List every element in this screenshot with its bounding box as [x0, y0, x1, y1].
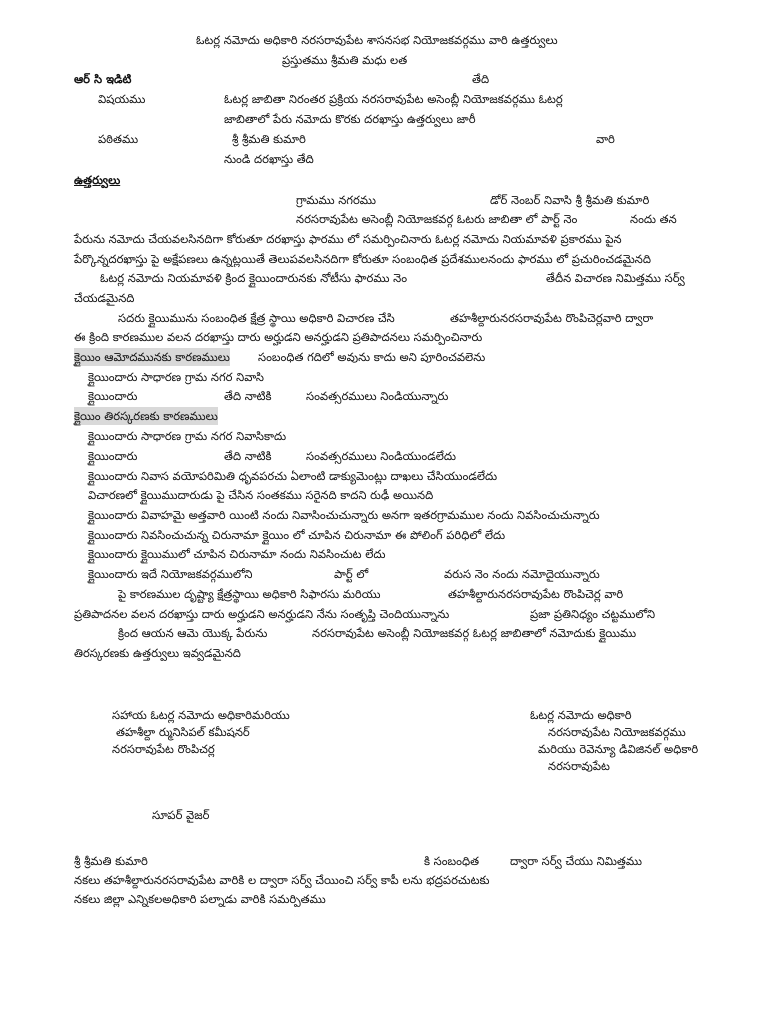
subject-label: విషయము [98, 92, 146, 106]
acceptance-item-1: క్లైయిందారు సాధారణ గ్రామ నగర నివాసి [88, 370, 264, 384]
signature-left-3: నరసరావుపేట రొంపిచర్ల [112, 742, 215, 756]
footer-line-2: నకలు తహశీల్దారునరసరావుపేట వారికి ల ద్వారా సర్వ్ చేయించి సర్వ్ కాపీ లను భద్రపరచుటకు [74, 873, 490, 887]
body-p1-line-6: చేయడమైనది [74, 291, 135, 305]
rejection-item-8-c: వరుస నెం నందు నమోదైయున్నారు [444, 567, 600, 581]
conclusion-line-1-b: తహశీల్దారునరసరావుపేట రొంపిచెర్ల వారి [448, 587, 624, 601]
body-p2-line-1: సదరు క్లైయిమును సంబంధిత క్షేత్ర స్థాయి అధికారి విచారణ చేసి [118, 311, 395, 325]
body-p1-c: నరసరావుపేట అసెంబ్లీ నియోజకవర్గ ఓటరు జాబితా లో పార్ట్ నెం [296, 212, 578, 226]
rejection-item-4: విచారణలో క్లైయిముదారుడు పై చేసిన సంతకము సరైనది కాదని రుఢీ అయినది [88, 488, 434, 502]
date-label: తేది [472, 72, 490, 86]
acceptance-heading: క్లైయిం ఆమోదమునకు కారణములు [74, 350, 230, 364]
body-p1-line-4: పేర్కొన్నదరఖాస్తు పై అక్షేపణలు ఉన్నట్లయితే తెలుపవలసినదిగా కోరుతూ సంబంధిత ప్రదేశములనందు ఫారము లో ప్రచురించడమైనది [74, 252, 651, 266]
rejection-heading: క్లైయిం తిరస్కరణకు కారణములు [74, 409, 218, 423]
footer-line-1-a: శ్రీ శ్రీమతి కుమారి [74, 854, 148, 868]
rejection-item-8-b: పార్ట్ లో [334, 567, 369, 581]
reference-number-label: ఆర్ సి ఇడిటి [74, 72, 132, 86]
rejection-item-3: క్లైయిందారు నివాస వయోపరిమితి ధృవపరచు ఏలాంటి డాక్యుమెంట్లు దాఖలు చేసియుండలేదు [88, 469, 498, 483]
conclusion-line-3-a: క్రింద ఆయన ఆమె యొక్క పేరును [118, 626, 268, 640]
supervisor-label: సూపర్ వైజర్ [152, 808, 210, 822]
reference-name: శ్రీ శ్రీమతి కుమారి [232, 132, 306, 146]
conclusion-line-1-a: పై కారణముల దృష్ట్యా క్షేత్రస్థాయి అధికారి సిఫారసు మరియు [118, 587, 381, 601]
acceptance-item-2-c: సంవత్సరములు నిండియున్నారు [306, 389, 449, 403]
signature-right-1: ఓటర్ల నమోదు అధికారి [530, 708, 632, 722]
signature-left-1: సహాయ ఓటర్ల నమోదు అధికారిమరియు [112, 708, 290, 722]
acceptance-item-2-b: తేది నాటికి [224, 389, 272, 403]
body-p2-line-1b: తహశీల్దారునరసరావుపేట రొంపిచెర్లవారి ద్వారా [450, 311, 654, 325]
footer-line-1-c: ద్వారా సర్వ్ చేయు నిమిత్తము [510, 854, 642, 868]
acceptance-item-2-a: క్లైయిందారు [88, 389, 138, 403]
reference-label: పఠితము [98, 132, 139, 146]
acceptance-heading-tail: సంబంధిత గదిలో అవును కాదు అని పూరించవలెను [258, 350, 486, 364]
signature-right-2: నరసరావుపేట నియోజకవర్గము [548, 725, 686, 739]
body-p1-line-5b: తేదీన విచారణ నిమిత్తము సర్వ్ [546, 271, 685, 285]
footer-line-1-b: కి సంబంధిత [424, 854, 480, 868]
footer-line-3: నకలు జిల్లా ఎన్నికలఅధికారి పల్నాడు వారికి సమర్పితము [74, 892, 326, 906]
body-p1-line-3: పేరును నమోదు చేయవలసినదిగా కోరుతూ దరఖాస్తు ఫారము లో సమర్పించినారు ఓటర్ల నమోదు నియమావళి ప్రకారము పైన [74, 232, 622, 246]
rejection-item-7: క్లైయిందారు క్లైయిములో చూపిన చిరునామా నందు నివసించుట లేదు [88, 547, 386, 561]
subject-line-2: జాబితాలో పేరు నమోదు కొరకు దరఖాస్తు ఉత్తర్వులు జారీ [224, 112, 476, 126]
body-p1-d: నందు తన [630, 212, 677, 226]
conclusion-line-3-b: నరసరావుపేట అసెంబ్లీ నియోజకవర్గ ఓటర్ల జాబితాలో నమోదుకు క్లైయిము [312, 626, 637, 640]
present-officer: ప్రస్తుతము శ్రీమతి మధు లత [282, 53, 408, 67]
rejection-item-2-c: సంవత్సరములు నిండియుండలేదు [306, 449, 456, 463]
body-p1-b: డోర్ నెంబర్ నివాసి శ్రీ శ్రీమతి కుమారి [490, 193, 650, 207]
signature-right-4: నరసరావుపేట [548, 759, 610, 773]
document-title: ఓటర్ల నమోదు అధికారి నరసరావుపేట శాసనసభ నియోజకవర్గము వారి ఉత్తర్వులు [196, 33, 558, 47]
conclusion-line-4: తిరస్కరణకు ఉత్తర్వులు ఇవ్వడమైనది [74, 646, 241, 660]
rejection-item-5: క్లైయిందారు వివాహమై అత్తవారి యింటి నందు నివాసించుచున్నారు అనగా ఇతరగ్రామముల నందు నివసించుచున్నారు [88, 508, 600, 522]
conclusion-line-2-b: ప్రజా ప్రతినిధ్యం చట్టములోని [530, 607, 656, 621]
rejection-item-1: క్లైయిందారు సాధారణ గ్రామ నగర నివాసికాదు [88, 429, 287, 443]
rejection-item-2-b: తేది నాటికి [224, 449, 272, 463]
signature-left-2: తహశీల్దా ర్మునిసిపల్ కమీషనర్ [116, 725, 250, 739]
rejection-item-2-a: క్లైయిందారు [88, 449, 138, 463]
body-p1-a: గ్రామము నగరము [296, 193, 376, 207]
signature-right-3: మరియు రెవెన్యూ డివిజినల్ అధికారి [538, 742, 699, 756]
reference-line-2: నుండి దరఖాస్తు తేది [224, 152, 314, 166]
body-p1-line-5: ఓటర్ల నమోదు నియమావళి క్రింద క్లైయిందారునకు నోటీసు ఫారము నెం [100, 271, 408, 285]
conclusion-line-2-a: ప్రతిపాదనల వలన దరఖాస్తు దారు అర్హుడని అనర్హుడని నేను సంతృప్తి చెందియున్నాను [74, 607, 450, 621]
body-p2-line-2: ఈ క్రింది కారణముల వలన దరఖాస్తు దారు అర్హుడని అనర్హుడని ప్రతిపాదనలు సమర్పించినారు [74, 330, 483, 344]
subject-line-1: ఓటర్ల జాబితా నిరంతర ప్రక్రియ నరసరావుపేట అసెంబ్లీ నియోజకవర్గము ఓటర్ల [224, 92, 563, 106]
orders-heading: ఉత్తర్వులు [74, 173, 121, 187]
rejection-item-8-a: క్లైయిందారు ఇదే నియోజకవర్గములోని [88, 567, 253, 581]
reference-vari: వారి [596, 132, 615, 146]
rejection-item-6: క్లైయిందారు నివసించుచున్న చిరునామా క్లైయిం లో చూపిన చిరునామా ఈ పోలింగ్ పరిధిలో లేదు [88, 528, 506, 542]
